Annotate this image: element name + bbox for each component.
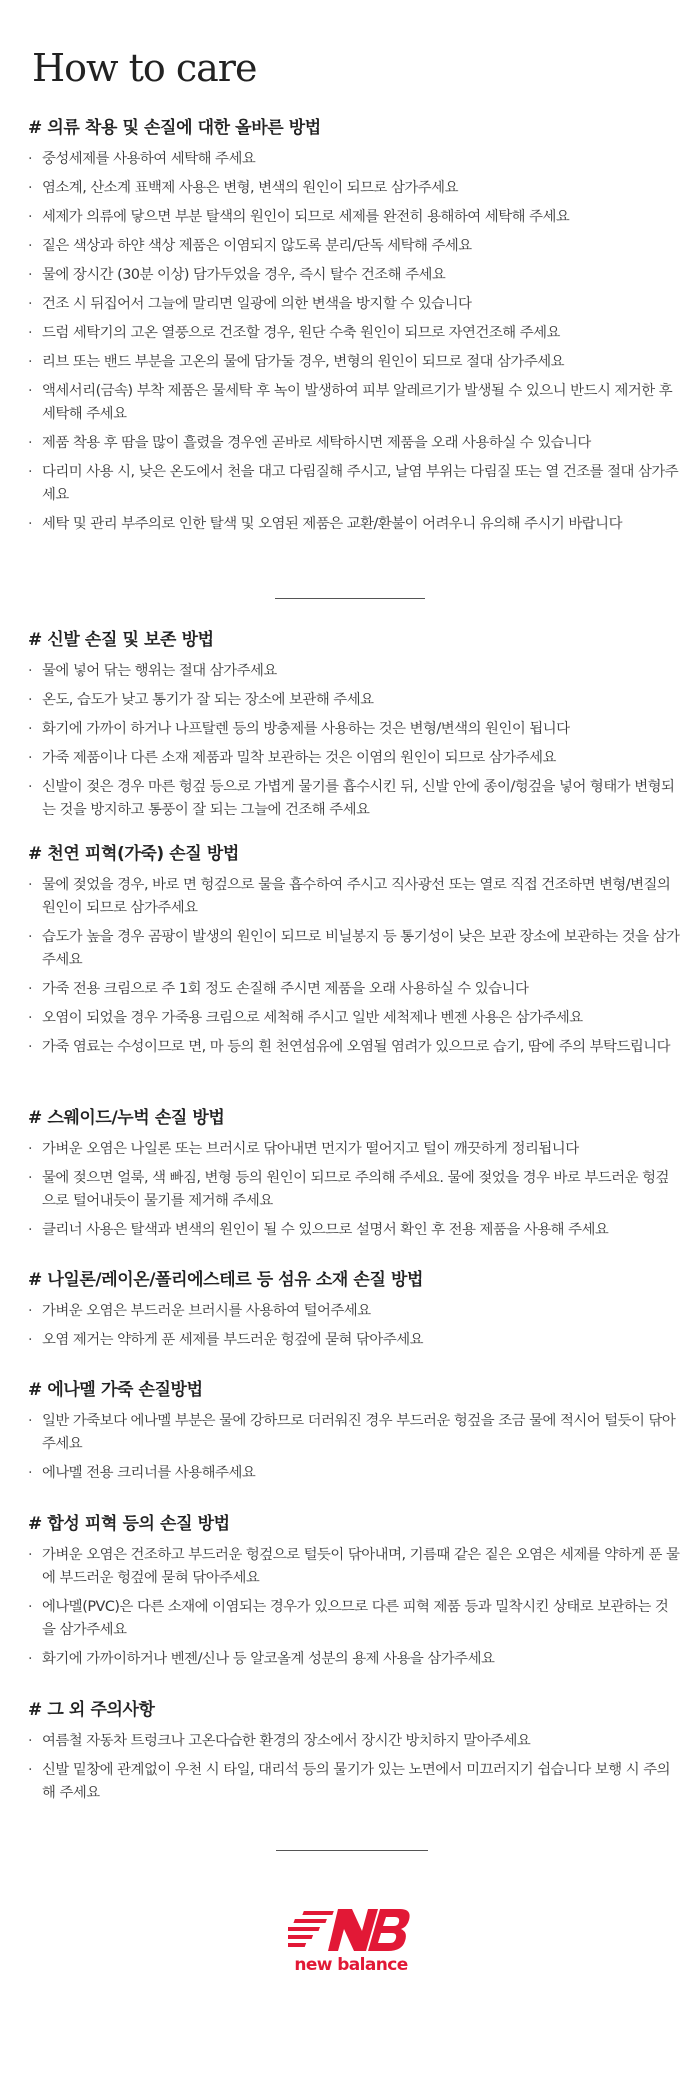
section-enamel-leather-care (28, 1378, 680, 1491)
list-item: · 가벼운 오염은 나일론 또는 브러시로 닦아내면 먼지가 떨어지고 털이 깨끗하게 정리됩니다 (28, 1138, 680, 1161)
list-item: · 신발이 젖은 경우 마른 헝겊 등으로 가볍게 물기를 흡수시킨 뒤, 신발 안에 종이/헝겊을 넣어 형태가 변형되는 것을 방지하고 통풍이 잘 되는 그늘에 건조해 주세요 (28, 776, 680, 822)
new-balance-nb-logo-icon (288, 1905, 414, 1955)
list-item: · 오염이 되었을 경우 가죽용 크림으로 세척해 주시고 일반 세척제나 벤젠 사용은 삼가주세요 (28, 1007, 680, 1030)
list-item: · 제품 착용 후 땀을 많이 흘렸을 경우엔 곧바로 세탁하시면 제품을 오래 사용하실 수 있습니다 (28, 432, 680, 455)
brand-name: new balance (294, 1955, 408, 1975)
list-item: · 중성세제를 사용하여 세탁해 주세요 (28, 148, 680, 171)
list-item: · 가벼운 오염은 부드러운 브러시를 사용하여 털어주세요 (28, 1300, 680, 1323)
section-shoe-care (28, 628, 680, 828)
list-item: · 습도가 높을 경우 곰팡이 발생의 원인이 되므로 비닐봉지 등 통기성이 낮은 보관 장소에 보관하는 것을 삼가주세요 (28, 926, 680, 972)
list-item: · 신발 밑창에 관계없이 우천 시 타일, 대리석 등의 물기가 있는 노면에서 미끄러지기 쉽습니다 보행 시 주의해 주세요 (28, 1759, 680, 1805)
list-item: · 액세서리(금속) 부착 제품은 물세탁 후 녹이 발생하여 피부 알레르기가 발생될 수 있으니 반드시 제거한 후 세탁해 주세요 (28, 380, 680, 426)
page-title: How to care (32, 46, 257, 90)
footer-divider (276, 1850, 428, 1851)
section-heading: # 천연 피혁(가죽) 손질 방법 (28, 844, 239, 864)
list-item: · 세탁 및 관리 부주의로 인한 탈색 및 오염된 제품은 교환/환불이 어려우니 유의해 주시기 바랍니다 (28, 513, 680, 536)
list-item: · 다리미 사용 시, 낮은 온도에서 천을 대고 다림질해 주시고, 날염 부위는 다림질 또는 열 건조를 절대 삼가주세요 (28, 461, 680, 507)
section-heading: # 의류 착용 및 손질에 대한 올바른 방법 (28, 118, 321, 138)
section-heading: # 에나멜 가죽 손질방법 (28, 1380, 203, 1400)
list-item: · 가벼운 오염은 건조하고 부드러운 헝겊으로 털듯이 닦아내며, 기름때 같은 짙은 오염은 세제를 약하게 푼 물에 부드러운 헝겊에 묻혀 닦아주세요 (28, 1544, 680, 1590)
list-item: · 세제가 의류에 닿으면 부분 탈색의 원인이 되므로 세제를 완전히 용해하여 세탁해 주세요 (28, 206, 680, 229)
care-list (28, 1730, 680, 1805)
brand-logo (288, 1905, 414, 1977)
section-heading: # 나일론/레이온/폴리에스테르 등 섬유 소재 손질 방법 (28, 1270, 424, 1290)
list-item: · 건조 시 뒤집어서 그늘에 말리면 일광에 의한 변색을 방지할 수 있습니다 (28, 293, 680, 316)
section-heading: # 스웨이드/누벅 손질 방법 (28, 1108, 225, 1128)
list-item: · 클리너 사용은 탈색과 변색의 원인이 될 수 있으므로 설명서 확인 후 전용 제품을 사용해 주세요 (28, 1219, 680, 1242)
list-item: · 온도, 습도가 낮고 통기가 잘 되는 장소에 보관해 주세요 (28, 689, 680, 712)
section-heading: # 합성 피혁 등의 손질 방법 (28, 1514, 230, 1534)
list-item: · 리브 또는 밴드 부분을 고온의 물에 담가둘 경우, 변형의 원인이 되므로 절대 삼가주세요 (28, 351, 680, 374)
list-item: · 가죽 전용 크림으로 주 1회 정도 손질해 주시면 제품을 오래 사용하실 수 있습니다 (28, 978, 680, 1001)
list-item: · 물에 넣어 닦는 행위는 절대 삼가주세요 (28, 660, 680, 683)
list-item: · 오염 제거는 약하게 푼 세제를 부드러운 헝겊에 묻혀 닦아주세요 (28, 1329, 680, 1352)
list-item: · 에나멜(PVC)은 다른 소재에 이염되는 경우가 있으므로 다른 피혁 제품 등과 밀착시킨 상태로 보관하는 것을 삼가주세요 (28, 1596, 680, 1642)
list-item: · 가죽 제품이나 다른 소재 제품과 밀착 보관하는 것은 이염의 원인이 되므로 삼가주세요 (28, 747, 680, 770)
list-item: · 물에 젖었을 경우, 바로 면 헝겊으로 물을 흡수하여 주시고 직사광선 또는 열로 직접 건조하면 변형/변질의 원인이 되므로 삼가주세요 (28, 874, 680, 920)
list-item: · 화기에 가까이 하거나 나프탈렌 등의 방충제를 사용하는 것은 변형/변색의 원인이 됩니다 (28, 718, 680, 741)
list-item: · 물에 장시간 (30분 이상) 담가두었을 경우, 즉시 탈수 건조해 주세요 (28, 264, 680, 287)
section-clothing-care (28, 116, 680, 542)
section-heading: # 신발 손질 및 보존 방법 (28, 630, 214, 650)
list-item: · 에나멜 전용 크리너를 사용해주세요 (28, 1462, 680, 1485)
list-item: · 일반 가죽보다 에나멜 부분은 물에 강하므로 더러워진 경우 부드러운 헝겊을 조금 물에 적시어 털듯이 닦아주세요 (28, 1410, 680, 1456)
section-other-precautions (28, 1698, 680, 1811)
section-divider (275, 598, 425, 599)
list-item: · 물에 젖으면 얼룩, 색 빠짐, 변형 등의 원인이 되므로 주의해 주세요. 물에 젖었을 경우 바로 부드러운 헝겊으로 털어내듯이 물기를 제거해 주세요 (28, 1167, 680, 1213)
list-item: · 가죽 염료는 수성이므로 면, 마 등의 흰 천연섬유에 오염될 염려가 있으므로 습기, 땀에 주의 부탁드립니다 (28, 1036, 680, 1059)
care-list (28, 1300, 680, 1352)
list-item: · 여름철 자동차 트렁크나 고온다습한 환경의 장소에서 장시간 방치하지 말아주세요 (28, 1730, 680, 1753)
list-item: · 드럼 세탁기의 고온 열풍으로 건조할 경우, 원단 수축 원인이 되므로 자연건조해 주세요 (28, 322, 680, 345)
list-item: · 염소계, 산소계 표백제 사용은 변형, 변색의 원인이 되므로 삼가주세요 (28, 177, 680, 200)
care-list (28, 1138, 680, 1242)
care-list (28, 148, 680, 536)
care-list (28, 1410, 680, 1485)
care-list (28, 874, 680, 1059)
care-list (28, 660, 680, 822)
section-natural-leather-care (28, 842, 680, 1065)
section-synthetic-leather-care (28, 1512, 680, 1677)
section-heading: # 그 외 주의사항 (28, 1700, 155, 1720)
care-list (28, 1544, 680, 1671)
list-item: · 짙은 색상과 하얀 색상 제품은 이염되지 않도록 분리/단독 세탁해 주세요 (28, 235, 680, 258)
section-synthetic-fiber-care (28, 1268, 680, 1358)
list-item: · 화기에 가까이하거나 벤젠/신나 등 알코올계 성분의 용제 사용을 삼가주세요 (28, 1648, 680, 1671)
section-suede-nubuck-care (28, 1106, 680, 1248)
